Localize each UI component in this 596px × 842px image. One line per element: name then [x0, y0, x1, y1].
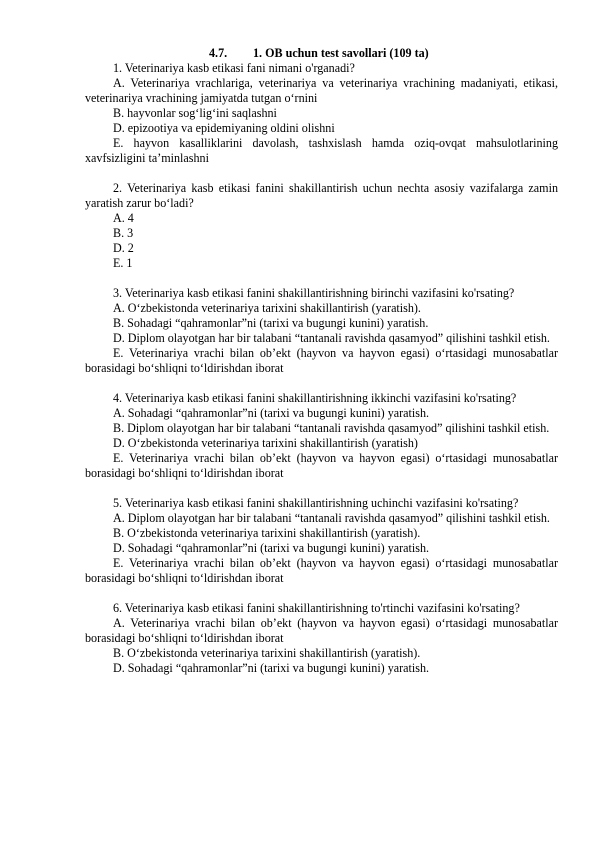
answer-option: A. Diplom olayotgan har bir talabani “tantanali ravishda qasamyod” qilishini tashkil etish.: [113, 511, 550, 525]
section-number: 4.7.: [209, 46, 228, 60]
answer-option: A. Veterinariya vrachlariga, veterinariya va veterinariya vrachining madaniyati, etikasi, veterinariya vrachining jamiyatda tutgan o‘rnini: [85, 76, 558, 105]
answer-option: B. Sohadagi “qahramonlar”ni (tarixi va bugungi kunini) yaratish.: [113, 316, 429, 330]
question-stem: 1. Veterinariya kasb etikasi fani nimani o'rganadi?: [113, 61, 355, 75]
answer-option: D. Sohadagi “qahramonlar”ni (tarixi va bugungi kunini) yaratish.: [113, 661, 430, 675]
answer-option: A. Sohadagi “qahramonlar”ni (tarixi va bugungi kunini) yaratish.: [113, 406, 430, 420]
answer-option: D. epizootiya va epidemiyaning oldini olishni: [113, 121, 335, 135]
answer-option: D. O‘zbekistonda veterinariya tarixini shakillantirish (yaratish): [113, 436, 418, 450]
answer-option: E. 1: [113, 256, 133, 270]
section-title: 1. OB uchun test savollari (109 ta): [253, 46, 429, 60]
answer-option: A. Veterinariya vrachi bilan ob’ekt (hayvon va hayvon egasi) o‘rtasidagi munosabatlar borasidagi bo‘shliqni to‘ldirishdan iborat: [85, 616, 558, 645]
question-stem: 4. Veterinariya kasb etikasi fanini shakillantirishning ikkinchi vazifasini ko'rsating?: [113, 391, 517, 405]
question-stem: 6. Veterinariya kasb etikasi fanini shakillantirishning to'rtinchi vazifasini ko'rsating?: [113, 601, 520, 615]
answer-option: E. Veterinariya vrachi bilan ob’ekt (hayvon va hayvon egasi) o‘rtasidagi munosabatlar borasidagi bo‘shliqni to‘ldirishdan iborat: [85, 346, 558, 375]
question-stem: 5. Veterinariya kasb etikasi fanini shakillantirishning uchinchi vazifasini ko'rsating?: [113, 496, 519, 510]
question: [85, 391, 558, 481]
answer-option: A. O‘zbekistonda veterinariya tarixini shakillantirish (yaratish).: [113, 301, 421, 315]
answer-option: D. Diplom olayotgan har bir talabani “tantanali ravishda qasamyod” qilishini tashkil etish.: [113, 331, 550, 345]
answer-option: E. hayvon kasalliklarini davolash, tashxislash hamda oziq-ovqat mahsulotlarining xavfsizligini ta’minlashni: [85, 136, 558, 165]
answer-option: A. 4: [113, 211, 134, 225]
answer-option: B. hayvonlar sog‘lig‘ini saqlashni: [113, 106, 277, 120]
question-stem: 3. Veterinariya kasb etikasi fanini shakillantirishning birinchi vazifasini ko'rsating?: [113, 286, 515, 300]
question-stem: 2. Veterinariya kasb etikasi fanini shakillantirish uchun nechta asosiy vazifalarga zamin yaratish zarur bo‘ladi?: [85, 181, 558, 210]
answer-option: B. O‘zbekistonda veterinariya tarixini shakillantirish (yaratish).: [113, 526, 421, 540]
answer-option: E. Veterinariya vrachi bilan ob’ekt (hayvon va hayvon egasi) o‘rtasidagi munosabatlar borasidagi bo‘shliqni to‘ldirishdan iborat: [85, 451, 558, 480]
question: [85, 181, 558, 271]
answer-option: D. 2: [113, 241, 134, 255]
answer-option: B. 3: [113, 226, 134, 240]
question: [85, 286, 558, 376]
question: [85, 496, 558, 586]
section-heading: [209, 46, 558, 61]
answer-option: B. O‘zbekistonda veterinariya tarixini shakillantirish (yaratish).: [113, 646, 421, 660]
answer-option: E. Veterinariya vrachi bilan ob’ekt (hayvon va hayvon egasi) o‘rtasidagi munosabatlar borasidagi bo‘shliqni to‘ldirishdan iborat: [85, 556, 558, 585]
answer-option: D. Sohadagi “qahramonlar”ni (tarixi va bugungi kunini) yaratish.: [113, 541, 430, 555]
question: [85, 61, 558, 166]
question: [85, 601, 558, 676]
answer-option: B. Diplom olayotgan har bir talabani “tantanali ravishda qasamyod” qilishini tashkil etish.: [113, 421, 550, 435]
